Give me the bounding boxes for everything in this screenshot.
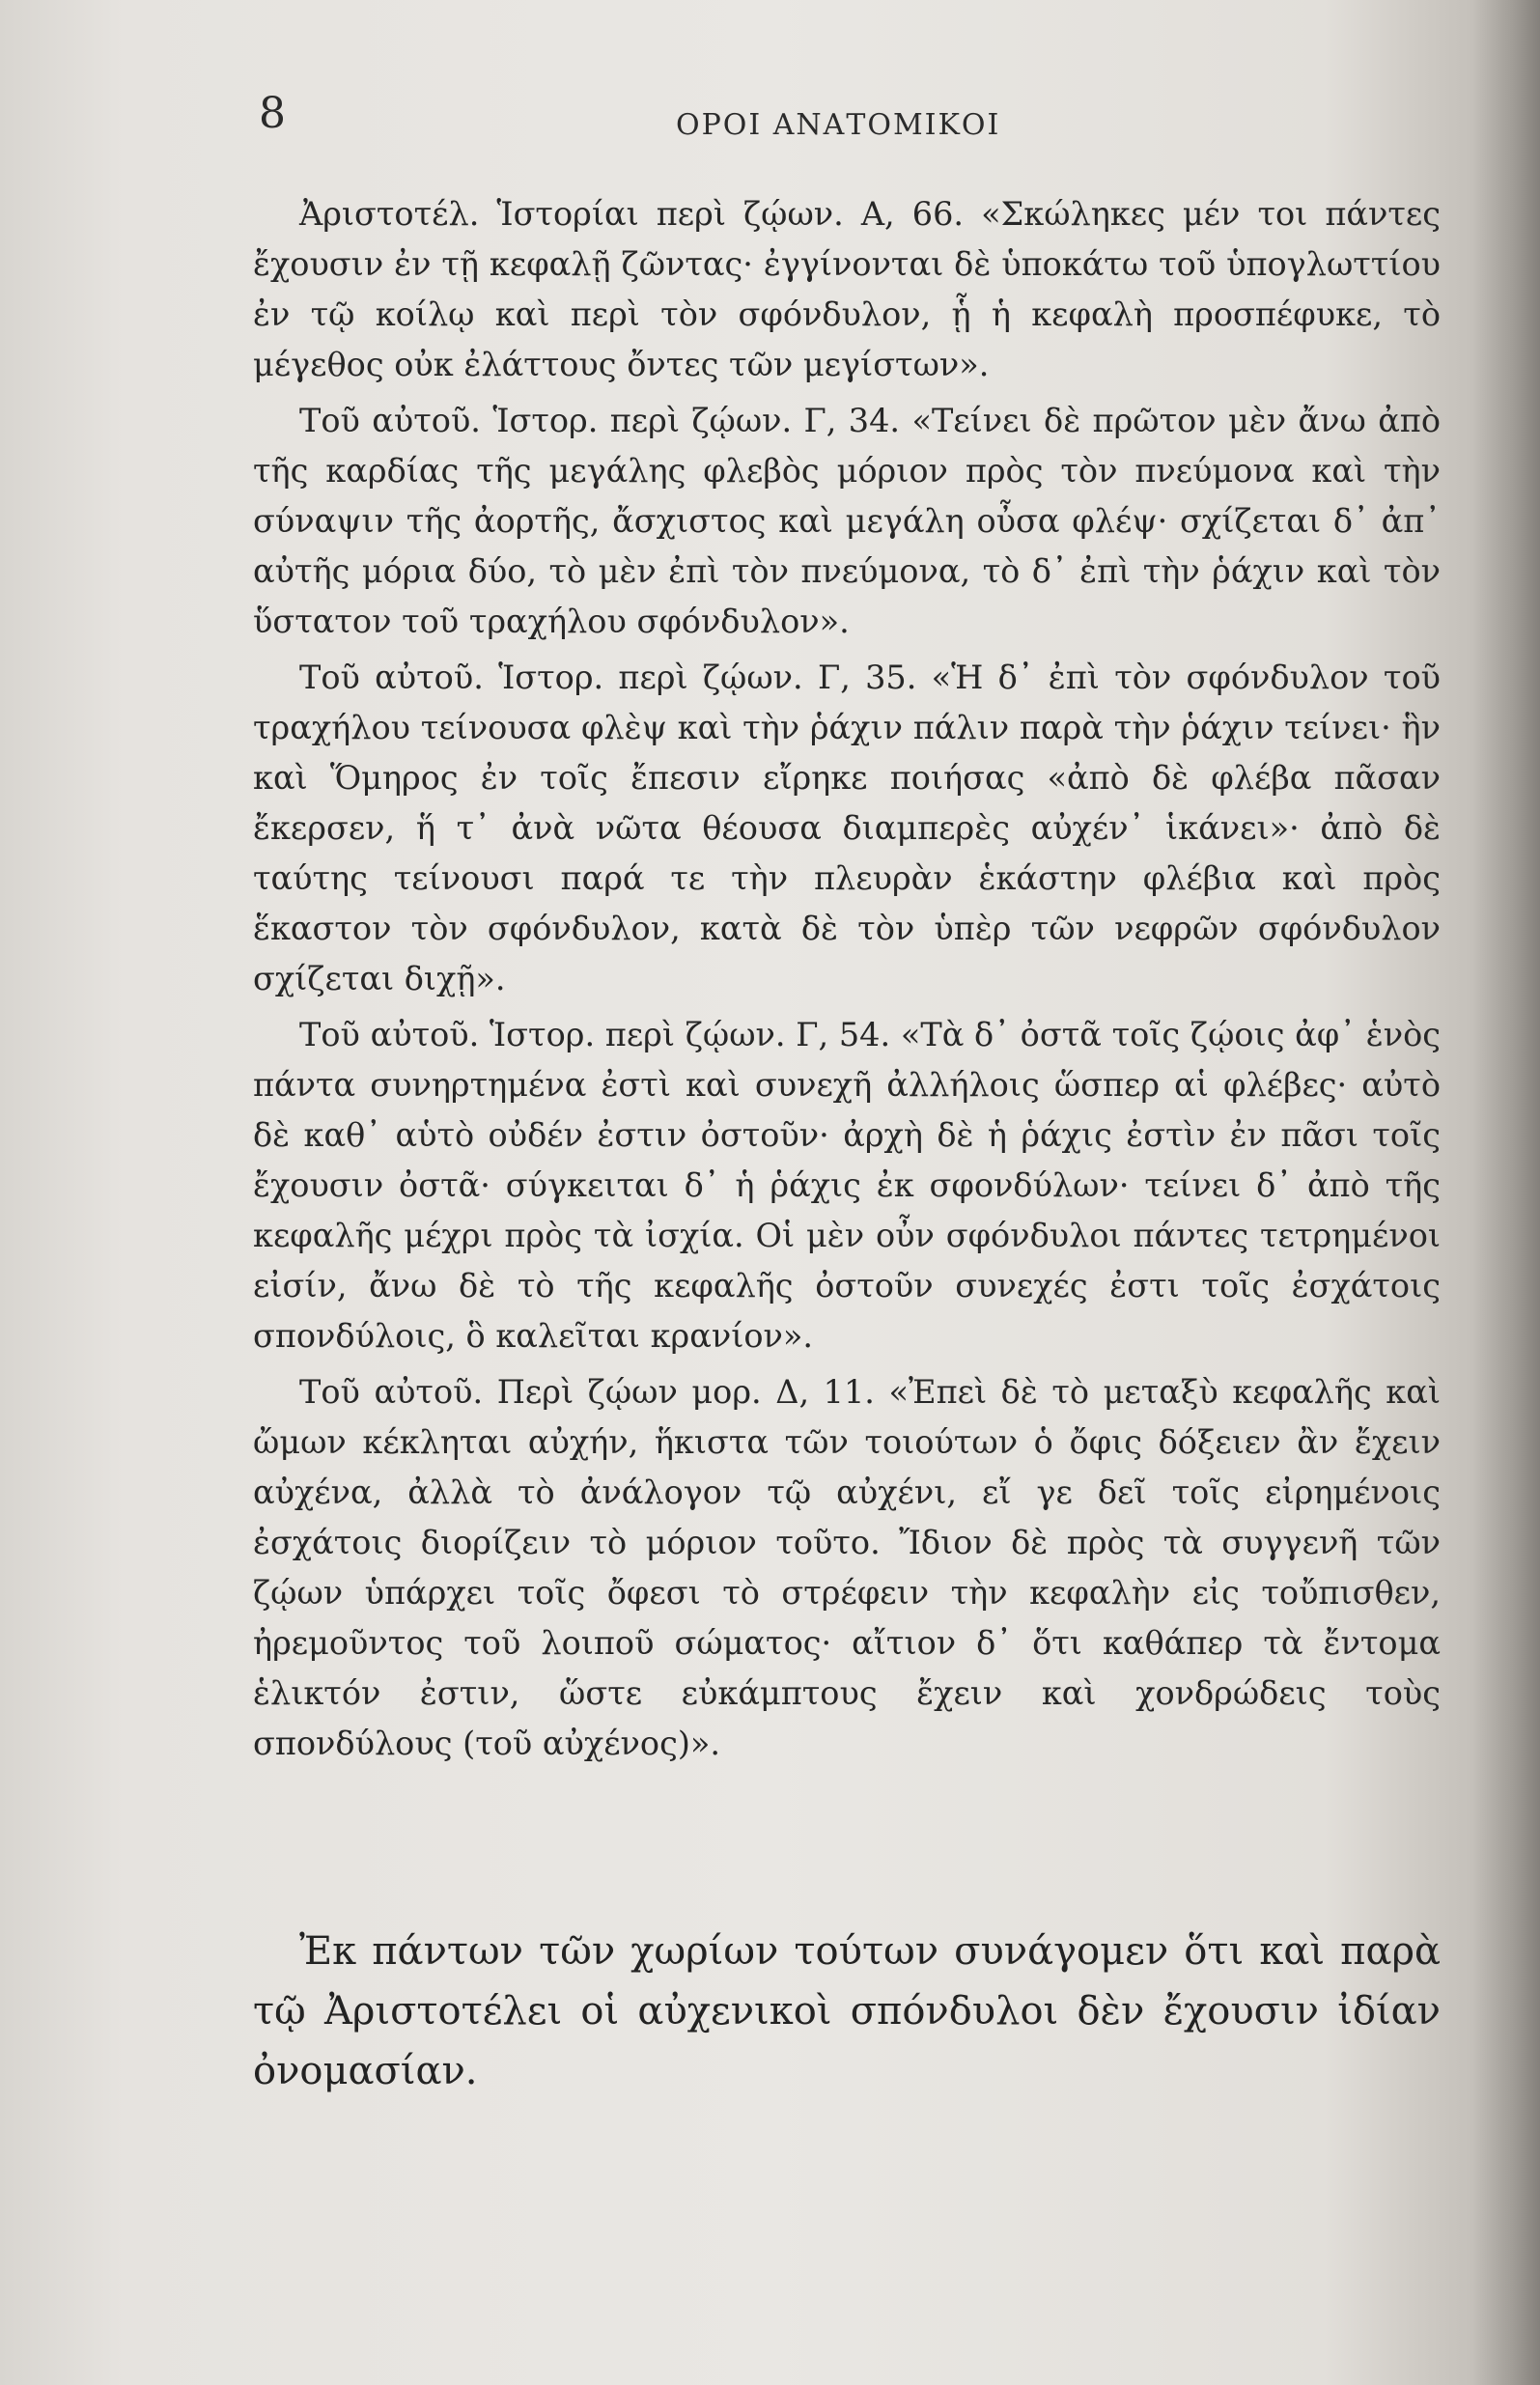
paragraph-historia-g35: Τοῦ αὐτοῦ. Ἱστορ. περὶ ζῴων. Γ, 35. «Ἡ δ᾽ ἐπὶ τὸν σφόνδυλον τοῦ τραχήλου τείνουσα φλὲψ καὶ τὴν ῥάχιν πάλιν παρὰ τὴν ῥάχιν τείνει· ἣν καὶ Ὅμηρος ἐν τοῖς ἔπεσιν εἴρηκε ποιήσας «ἀπὸ δὲ φλέβα πᾶσαν ἔκερσεν, ἥ τ᾽ ἀνὰ νῶτα θέουσα διαμπερὲς αὐχέν᾽ ἱκάνει»· ἀπὸ δὲ ταύτης τείνουσι παρά τε τὴν πλευρὰν ἑκάστην φλέβια καὶ πρὸς ἕκαστον τὸν σφόνδυλον, κατὰ δὲ τὸν ὑπὲρ τῶν νεφρῶν σφόνδυλον σχίζεται διχῇ». (253, 659, 1441, 997)
running-head: ΟΡΟΙ ΑΝΑΤΟΜΙΚΟΙ (676, 108, 1001, 142)
page-number: 8 (259, 89, 286, 138)
paragraph-aristotle-historia-a66: Ἀριστοτέλ. Ἱστορίαι περὶ ζῴων. Α, 66. «Σκώληκες μέν τοι πάντες ἔχουσιν ἐν τῇ κεφαλῇ ζῶντας· ἐγγίνονται δὲ ὑποκάτω τοῦ ὑπογλωττίου ἐν τῷ κοίλῳ καὶ περὶ τὸν σφόνδυλον, ᾗ ἡ κεφαλὴ προσπέφυκε, τὸ μέγεθος οὐκ ἐλάττους ὄντες τῶν μεγίστων». (253, 195, 1441, 383)
paragraph-historia-g54: Τοῦ αὐτοῦ. Ἱστορ. περὶ ζῴων. Γ, 54. «Τὰ δ᾽ ὀστᾶ τοῖς ζῴοις ἀφ᾽ ἑνὸς πάντα συνηρτημένα ἐστὶ καὶ συνεχῆ ἀλλήλοις ὥσπερ αἱ φλέβες· αὐτὸ δὲ καθ᾽ αὑτὸ οὐδέν ἐστιν ὀστοῦν· ἀρχὴ δὲ ἡ ῥάχις ἐστὶν ἐν πᾶσι τοῖς ἔχουσιν ὀστᾶ· σύγκειται δ᾽ ἡ ῥάχις ἐκ σφονδύλων· τείνει δ᾽ ἀπὸ τῆς κεφαλῆς μέχρι πρὸς τὰ ἰσχία. Οἱ μὲν οὖν σφόνδυλοι πάντες τετρημένοι εἰσίν, ἄνω δὲ τὸ τῆς κεφαλῆς ὀστοῦν συνεχές ἐστι τοῖς ἐσχάτοις σπονδύλοις, ὃ καλεῖται κρανίον». (253, 1016, 1441, 1355)
paragraph-historia-g34: Τοῦ αὐτοῦ. Ἱστορ. περὶ ζῴων. Γ, 34. «Τείνει δὲ πρῶτον μὲν ἄνω ἀπὸ τῆς καρδίας τῆς μεγάλης φλεβὸς μόριον πρὸς τὸν πνεύμονα καὶ τὴν σύναψιν τῆς ἀορτῆς, ἄσχιστος καὶ μεγάλη οὖσα φλέψ· σχίζεται δ᾽ ἀπ᾽ αὐτῆς μόρια δύο, τὸ μὲν ἐπὶ τὸν πνεύμονα, τὸ δ᾽ ἐπὶ τὴν ῥάχιν καὶ τὸν ὕστατον τοῦ τραχήλου σφόνδυλον». (253, 402, 1441, 640)
paragraph-parts-of-animals-d11: Τοῦ αὐτοῦ. Περὶ ζῴων μορ. Δ, 11. «Ἐπεὶ δὲ τὸ μεταξὺ κεφαλῆς καὶ ὤμων κέκληται αὐχήν, ἥκιστα τῶν τοιούτων ὁ ὄφις δόξειεν ἂν ἔχειν αὐχένα, ἀλλὰ τὸ ἀνάλογον τῷ αὐχένι, εἴ γε δεῖ τοῖς εἰρημένοις ἐσχάτοις διορίζειν τὸ μόριον τοῦτο. Ἴδιον δὲ πρὸς τὰ συγγενῆ τῶν ζῴων ὑπάρχει τοῖς ὄφεσι τὸ στρέφειν τὴν κεφαλὴν εἰς τοὔπισθεν, ἠρεμοῦντος τοῦ λοιποῦ σώματος· αἴτιον δ᾽ ὅτι καθάπερ τὰ ἔντομα ἑλικτόν ἐστιν, ὥστε εὐκάμπτους ἔχειν καὶ χονδρώδεις τοὺς σπονδύλους (τοῦ αὐχένος)». (253, 1373, 1441, 1762)
body-text (253, 189, 1441, 1769)
concluding-paragraph: Ἐκ πάντων τῶν χωρίων τούτων συνάγομεν ὅτι καὶ παρὰ τῷ Ἀριστοτέλει οἱ αὐχενικοὶ σπόνδυλοι δὲν ἔχουσιν ἰδίαν ὀνομασίαν. (253, 1929, 1441, 2093)
binding-shadow (1472, 0, 1540, 2385)
